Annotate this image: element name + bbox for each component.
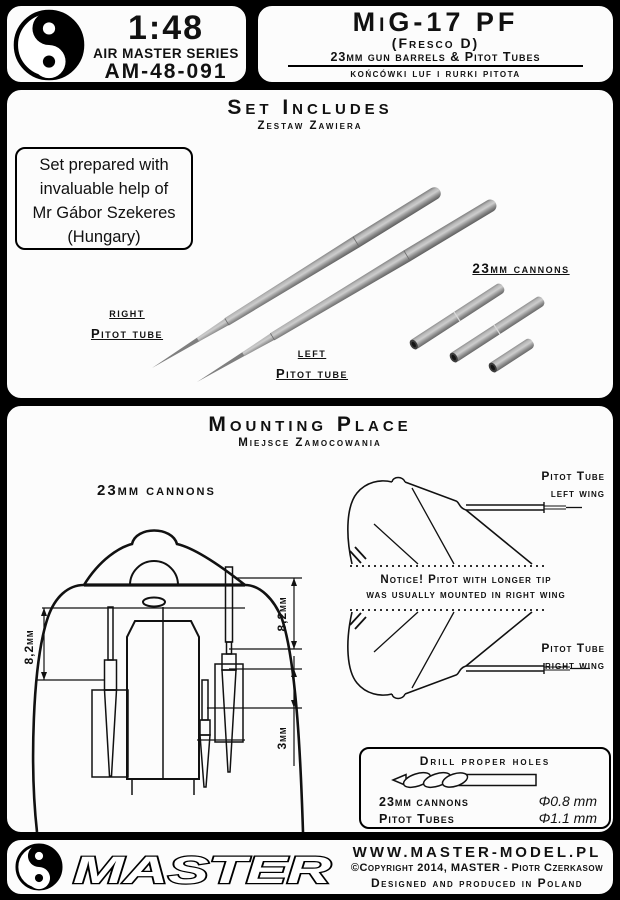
product-description-pl: końcówki luf i rurki pitota bbox=[350, 67, 521, 80]
mounting-subtitle: Miejsce Zamocowania bbox=[238, 437, 382, 449]
pitot-left-wing-label: Pitot Tube left wing bbox=[541, 469, 605, 500]
credit-line: (Hungary) bbox=[67, 228, 141, 246]
copyright-label: ©Copyright 2014, MASTER - Piotr Czerkasow bbox=[350, 862, 604, 874]
divider bbox=[288, 65, 583, 67]
product-title: MiG-17 PF bbox=[352, 7, 519, 37]
scale-label: 1:48 bbox=[127, 9, 205, 47]
svg-text:3mm: 3mm bbox=[275, 726, 289, 750]
product-variant: (Fresco D) bbox=[391, 35, 480, 51]
master-swirl-logo-icon bbox=[13, 9, 85, 81]
product-box bbox=[256, 4, 615, 84]
nose-mounting-diagram bbox=[22, 514, 317, 834]
svg-text:8,2mm: 8,2mm bbox=[275, 596, 289, 632]
cannon-barrel-render bbox=[487, 337, 536, 374]
set-includes-title: Set Includes bbox=[227, 96, 393, 119]
master-wordmark bbox=[69, 848, 341, 892]
mounting-title: Mounting Place bbox=[208, 413, 412, 436]
svg-text:8,2mm: 8,2mm bbox=[22, 629, 36, 665]
brand-box bbox=[5, 4, 248, 84]
product-description: 23mm gun barrels & Pitot Tubes bbox=[330, 50, 541, 64]
drill-bit-icon bbox=[391, 770, 541, 790]
set-includes-box bbox=[5, 88, 615, 400]
drill-title: Drill proper holes bbox=[419, 754, 551, 768]
right-pitot-label: right Pitot tube bbox=[90, 305, 164, 341]
pitot-right-wing-label: Pitot Tube right wing bbox=[541, 641, 605, 672]
left-cannon-drawing bbox=[92, 607, 128, 777]
short-cannon-drawing bbox=[197, 680, 245, 787]
left-wing-pitot-drawing bbox=[466, 502, 582, 513]
drill-row: Pitot Tubes Φ1.1 mm bbox=[379, 810, 597, 826]
drill-row: 23mm cannons Φ0.8 mm bbox=[379, 793, 597, 809]
mounting-cannons-label: 23mm cannons bbox=[97, 482, 216, 499]
dimension-right-bottom bbox=[207, 656, 302, 766]
master-swirl-logo-icon bbox=[15, 843, 63, 891]
dimension-left bbox=[22, 608, 105, 680]
sku-label: AM-48-091 bbox=[104, 60, 228, 83]
drill-holes-box bbox=[359, 747, 611, 829]
cannons-label: 23mm cannons bbox=[472, 261, 570, 276]
set-includes-subtitle: Zestaw Zawiera bbox=[257, 120, 363, 132]
notice-text: Notice! Pitot with longer tip was usually mounted in right wing bbox=[366, 574, 566, 601]
produced-label: Designed and produced in Poland bbox=[370, 876, 584, 890]
mounting-place-box bbox=[5, 404, 615, 834]
credit-line: Set prepared with bbox=[39, 156, 169, 174]
cannon-barrel-render bbox=[408, 282, 506, 351]
credit-line: Mr Gábor Szekeres bbox=[32, 204, 176, 222]
credit-line: invaluable help of bbox=[39, 180, 169, 198]
cannon-barrel-render bbox=[448, 295, 546, 364]
website-label: WWW.MASTER-MODEL.PL bbox=[352, 844, 602, 861]
footer-box bbox=[5, 838, 615, 896]
dimension-right-top bbox=[229, 578, 302, 649]
series-label: AIR MASTER SERIES bbox=[93, 46, 239, 61]
svg-text:MASTER: MASTER bbox=[73, 850, 332, 892]
left-pitot-label: left Pitot tube bbox=[275, 345, 349, 381]
